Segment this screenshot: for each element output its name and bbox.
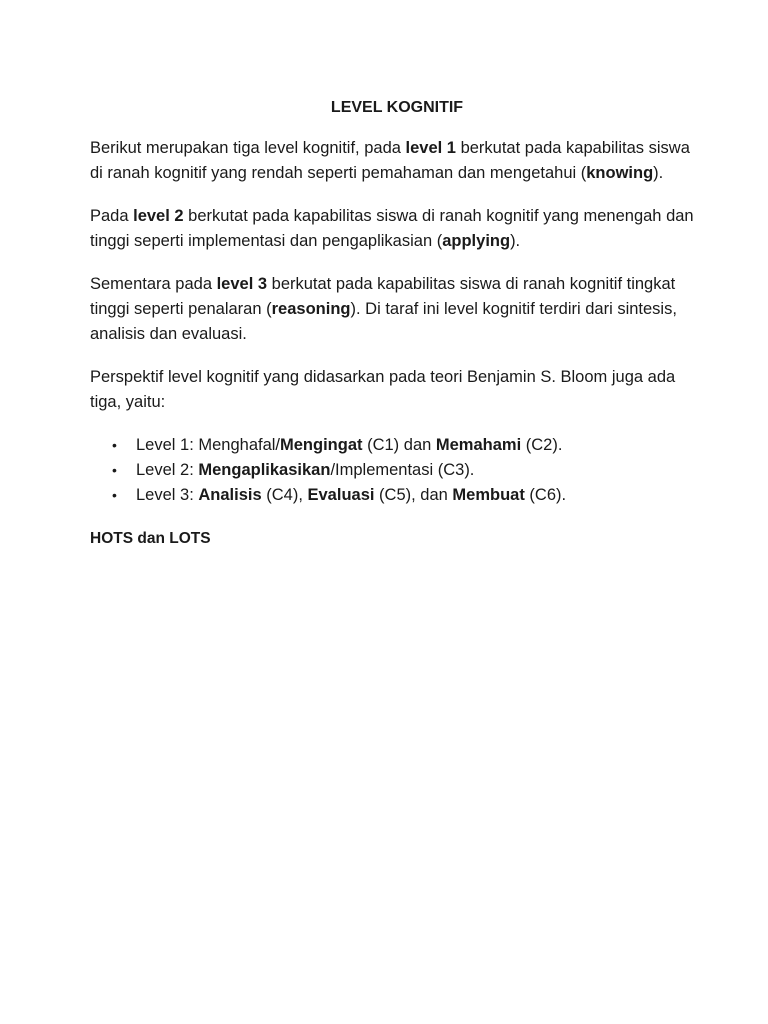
bold-term-mengingat: Mengingat xyxy=(280,436,363,454)
document-title: LEVEL KOGNITIF xyxy=(330,99,464,116)
list-item xyxy=(112,458,700,483)
section-heading-hots-lots: HOTS dan LOTS xyxy=(90,530,211,547)
bullet-icon: • xyxy=(112,437,117,453)
bold-term-analisis: Analisis xyxy=(198,486,262,504)
paragraph-text: Berikut merupakan tiga level kognitif, pada xyxy=(90,139,406,157)
document-body xyxy=(90,95,700,551)
paragraph-text: ). xyxy=(653,164,664,182)
bloom-level-list xyxy=(90,433,700,508)
bold-term-mengaplikasikan: Mengaplikasikan xyxy=(198,461,331,479)
paragraph-text: berkutat pada kapabilitas siswa di ranah kognitif tingkat tinggi seperti penalaran ( xyxy=(90,275,676,318)
paragraph-text: berkutat pada kapabilitas siswa di ranah kognitif yang rendah seperti pemahaman dan mengetahui ( xyxy=(90,139,690,182)
paragraph-level-2 xyxy=(90,204,700,254)
paragraph-text: ). Di taraf ini level kognitif terdiri dari sintesis, analisis dan evaluasi. xyxy=(90,300,677,343)
list-item-text: Level 2: xyxy=(136,461,199,479)
list-item-text: Level 3: xyxy=(136,486,199,504)
list-item-text: (C2). xyxy=(521,436,563,454)
bullet-icon: • xyxy=(112,487,117,503)
bold-term-knowing: knowing xyxy=(586,164,654,182)
paragraph-text: ). xyxy=(510,232,521,250)
bold-term-reasoning: reasoning xyxy=(271,300,351,318)
list-item-text: Level 1: Menghafal/ xyxy=(136,436,281,454)
paragraph-text: Pada xyxy=(90,207,134,225)
bold-term-evaluasi: Evaluasi xyxy=(307,486,375,504)
list-item-text: (C6). xyxy=(524,486,567,504)
bold-term-level-1: level 1 xyxy=(405,139,456,157)
paragraph-level-1 xyxy=(90,136,700,186)
bold-term-level-3: level 3 xyxy=(216,275,268,293)
bold-term-memahami: Memahami xyxy=(435,436,522,454)
list-item-text: (C4), xyxy=(261,486,308,504)
paragraph-level-3 xyxy=(90,272,700,347)
list-item xyxy=(112,433,700,458)
list-item-text: (C5), dan xyxy=(374,486,453,504)
bold-term-applying: applying xyxy=(442,232,511,250)
bold-term-level-2: level 2 xyxy=(133,207,184,225)
bullet-icon: • xyxy=(112,462,117,478)
paragraph-text: Sementara pada xyxy=(90,275,217,293)
bold-term-membuat: Membuat xyxy=(452,486,525,504)
list-item-text: (C1) dan xyxy=(362,436,436,454)
paragraph-text: berkutat pada kapabilitas siswa di ranah kognitif yang menengah dan tinggi seperti implementasi dan pengaplikasian ( xyxy=(90,207,694,250)
list-item-text: /Implementasi (C3). xyxy=(330,461,475,479)
list-item xyxy=(112,483,700,508)
paragraph-bloom-perspective: Perspektif level kognitif yang didasarkan pada teori Benjamin S. Bloom juga ada tiga, yaitu: xyxy=(90,368,676,411)
